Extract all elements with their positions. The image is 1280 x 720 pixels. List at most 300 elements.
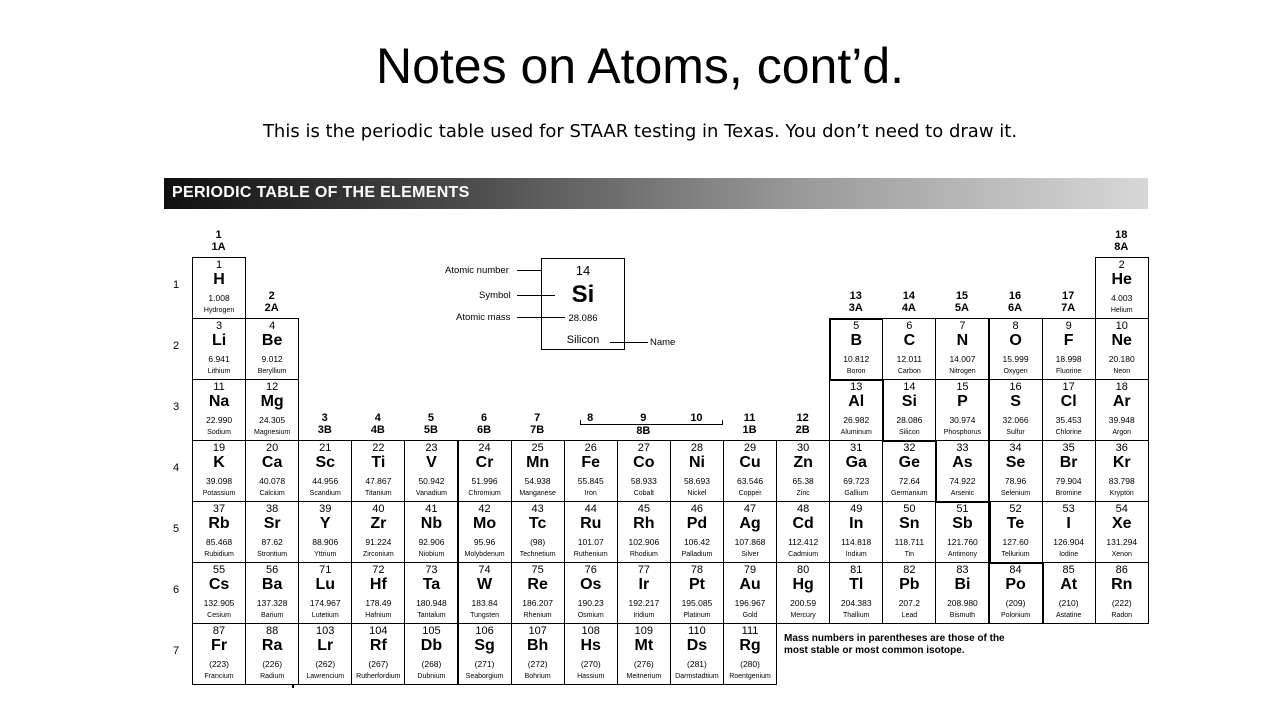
element-symbol: Mt (634, 637, 654, 654)
element-number: 73 (425, 564, 438, 576)
element-name: Tin (904, 551, 915, 558)
element-mass: 106.42 (683, 537, 710, 547)
element-name: Sulfur (1006, 429, 1025, 436)
element-mass: (223) (209, 659, 229, 669)
element-cell (245, 623, 299, 685)
element-mass: 204.383 (840, 598, 872, 608)
element-cell (458, 562, 512, 624)
element-cell (511, 623, 565, 685)
element-number: 9 (1065, 320, 1072, 332)
group-header (298, 412, 351, 436)
element-cell (404, 440, 458, 502)
element-mass: (271) (474, 659, 495, 669)
element-name: Oxygen (1003, 368, 1028, 375)
element-name: Cobalt (633, 490, 654, 497)
element-number: 79 (743, 564, 757, 576)
slide-title: Notes on Atoms, cont’d. (375, 38, 905, 94)
element-symbol: K (213, 454, 225, 471)
element-cell (1042, 379, 1096, 441)
element-mass: 114.818 (841, 537, 872, 547)
element-cell (404, 623, 458, 685)
element-number: 5 (853, 320, 860, 332)
group-number: 16 (1008, 290, 1022, 302)
element-name: Yttrium (314, 551, 337, 558)
element-mass: 44.956 (312, 476, 339, 486)
element-symbol: W (476, 576, 493, 593)
metalloid-staircase-line (829, 318, 882, 320)
element-number: 17 (1062, 381, 1075, 393)
element-symbol: Ne (1111, 332, 1132, 349)
period-number: 7 (172, 645, 180, 657)
group-header (351, 412, 404, 436)
element-symbol: Fr (211, 637, 228, 654)
element-symbol: He (1111, 271, 1132, 288)
element-name: Radon (1111, 612, 1133, 619)
group-number: 6 (480, 412, 488, 424)
element-number: 13 (850, 381, 863, 393)
element-name: Tantalum (417, 612, 446, 619)
element-number: 26 (584, 442, 597, 454)
element-name: Darmstadtium (675, 673, 719, 680)
element-name: Palladium (681, 551, 713, 558)
period-number: 4 (172, 462, 180, 474)
element-number: 24 (478, 442, 491, 454)
element-number: 111 (741, 625, 759, 637)
element-mass: (262) (315, 659, 336, 669)
element-number: 40 (372, 503, 385, 515)
group-label: 6B (477, 424, 492, 436)
element-mass: 15.999 (1002, 354, 1029, 364)
element-name: Beryllium (257, 368, 287, 375)
element-mass: 79.904 (1055, 476, 1082, 486)
group-label: 5B (423, 424, 438, 436)
element-number: 81 (850, 564, 863, 576)
element-name: Hafnium (365, 612, 392, 619)
element-symbol: Hg (792, 576, 814, 593)
group-header (989, 290, 1042, 314)
element-mass: (210) (1058, 598, 1079, 608)
element-symbol: Bi (954, 576, 971, 593)
element-mass: 87.62 (261, 537, 283, 547)
element-cell (1095, 562, 1149, 624)
group-number: 5 (427, 412, 434, 424)
element-name: Boron (846, 368, 866, 375)
element-symbol: Te (1006, 515, 1025, 532)
element-cell (351, 623, 405, 685)
element-mass: (268) (421, 659, 442, 669)
element-symbol: Os (580, 576, 602, 593)
element-cell (989, 318, 1043, 380)
element-number: 30 (797, 442, 810, 454)
element-mass: 131.294 (1106, 537, 1138, 547)
element-number: 18 (1115, 381, 1128, 393)
element-symbol: Ba (261, 576, 283, 593)
element-number: 16 (1009, 381, 1022, 393)
element-mass: 9.012 (261, 354, 283, 364)
element-symbol: Sc (315, 454, 336, 471)
element-mass: 58.693 (683, 476, 710, 486)
element-cell (617, 440, 671, 502)
metalloid-staircase-line (829, 318, 831, 379)
element-name: Fluorine (1055, 368, 1082, 375)
element-mass: 65.38 (792, 476, 814, 486)
element-mass: 180.948 (416, 598, 447, 608)
element-cell (989, 562, 1043, 624)
element-name: Antimony (947, 551, 978, 558)
element-cell (776, 501, 830, 563)
element-cell (192, 623, 246, 685)
element-number: 6 (906, 320, 913, 332)
element-mass: 85.468 (206, 537, 233, 547)
element-symbol: Pb (899, 576, 920, 593)
element-number: 86 (1115, 564, 1128, 576)
element-number: 39 (319, 503, 332, 515)
element-mass: 174.967 (309, 598, 341, 608)
element-symbol: Co (633, 454, 655, 471)
element-number: 1 (215, 259, 223, 271)
metalloid-staircase-line (935, 440, 937, 501)
element-cell (351, 562, 405, 624)
element-cell (192, 257, 246, 319)
element-cell (564, 440, 618, 502)
element-cell (935, 318, 989, 380)
element-cell (245, 379, 299, 441)
group-header (776, 412, 829, 436)
element-number: 48 (797, 503, 810, 515)
element-name: Osmium (577, 612, 604, 619)
element-cell (1042, 501, 1096, 563)
element-number: 11 (213, 381, 225, 393)
element-cell (1095, 318, 1149, 380)
element-name: Francium (204, 673, 234, 680)
element-name: Roentgenium (729, 673, 771, 680)
element-number: 41 (425, 503, 438, 515)
element-cell (298, 501, 352, 563)
element-number: 22 (372, 442, 385, 454)
element-symbol: At (1060, 576, 1078, 593)
group-number: 4 (374, 412, 381, 424)
element-mass: 200.59 (790, 598, 817, 608)
element-cell (617, 501, 671, 563)
element-cell (1042, 440, 1096, 502)
banner-title: PERIODIC TABLE OF THE ELEMENTS (172, 184, 470, 201)
group-header (723, 412, 776, 436)
element-name: Selenium (1000, 490, 1031, 497)
element-number: 104 (369, 625, 388, 637)
element-number: 32 (903, 442, 916, 454)
element-mass: 207.2 (898, 598, 920, 608)
element-mass: 196.967 (734, 598, 766, 608)
element-cell (670, 562, 724, 624)
element-cell (670, 501, 724, 563)
element-number: 34 (1009, 442, 1022, 454)
element-cell (829, 501, 883, 563)
element-number: 106 (475, 625, 494, 637)
element-cell (1095, 501, 1149, 563)
element-cell (192, 501, 246, 563)
element-cell (351, 440, 405, 502)
element-mass: 35.453 (1055, 415, 1082, 425)
element-mass: 50.942 (418, 476, 445, 486)
element-mass: 18.998 (1055, 354, 1082, 364)
element-mass: 39.948 (1108, 415, 1135, 425)
element-mass: 26.982 (843, 415, 870, 425)
element-mass: (272) (527, 659, 548, 669)
element-mass: 118.711 (894, 537, 925, 547)
element-symbol: Nb (420, 515, 443, 532)
legend-example-mass: 28.086 (568, 313, 598, 324)
element-number: 15 (956, 381, 969, 393)
element-cell (192, 318, 246, 380)
element-name: Iridium (633, 612, 655, 619)
element-mass: 55.845 (577, 476, 604, 486)
group-label: 6A (1008, 302, 1023, 314)
element-symbol: Al (848, 393, 865, 410)
element-number: 83 (956, 564, 969, 576)
element-cell (670, 623, 724, 685)
element-symbol: Pt (688, 576, 705, 593)
element-number: 87 (212, 625, 226, 637)
element-mass: 121.760 (947, 537, 978, 547)
element-symbol: Zn (793, 454, 813, 471)
element-cell (617, 562, 671, 624)
element-symbol: Kr (1112, 454, 1131, 471)
element-symbol: Li (211, 332, 227, 349)
element-mass: 186.207 (522, 598, 553, 608)
element-cell (723, 562, 777, 624)
element-mass: 54.938 (524, 476, 551, 486)
element-number: 72 (372, 564, 385, 576)
element-number: 28 (690, 442, 704, 454)
element-symbol: Cd (792, 515, 814, 532)
element-name: Hydrogen (203, 307, 235, 314)
element-number: 78 (690, 564, 704, 576)
element-symbol: Rg (739, 637, 761, 654)
element-mass: 137.328 (256, 598, 288, 608)
element-cell (511, 562, 565, 624)
element-mass: 127.60 (1002, 537, 1029, 547)
element-cell (458, 440, 512, 502)
element-name: Helium (1110, 307, 1133, 314)
element-cell (1042, 318, 1096, 380)
element-cell (935, 379, 989, 441)
element-cell (776, 440, 830, 502)
element-name: Cesium (207, 612, 231, 619)
group-label: 3A (848, 302, 863, 314)
element-number: 2 (1118, 259, 1125, 271)
element-mass: 95.96 (473, 537, 496, 547)
legend-line (610, 342, 648, 343)
element-number: 75 (531, 564, 544, 576)
element-symbol: Ca (261, 454, 283, 471)
group-number: 15 (955, 290, 969, 302)
element-name: Cadmium (788, 551, 819, 558)
element-number: 35 (1062, 442, 1075, 454)
element-mass: (276) (633, 659, 654, 669)
group-number: 3 (321, 412, 328, 424)
group-header (935, 290, 988, 314)
element-mass: 39.098 (206, 476, 233, 486)
element-mass: (226) (262, 659, 283, 669)
element-number: 27 (637, 442, 650, 454)
element-mass: 1.008 (208, 293, 230, 303)
element-mass: 183.84 (471, 598, 498, 608)
element-cell (298, 440, 352, 502)
legend-example-name: Silicon (566, 334, 600, 346)
legend-example-number: 14 (575, 263, 591, 278)
element-name: Mercury (790, 612, 816, 619)
element-number: 76 (584, 564, 597, 576)
group-label: 4B (370, 424, 385, 436)
group-number: 2 (268, 290, 275, 302)
element-name: Argon (1112, 429, 1132, 436)
element-symbol: Cl (1060, 393, 1077, 410)
element-symbol: Lr (317, 637, 334, 654)
element-cell (511, 501, 565, 563)
element-symbol: Hf (369, 576, 387, 593)
element-number: 55 (212, 564, 226, 576)
element-cell (989, 501, 1043, 563)
element-number: 107 (528, 625, 547, 637)
element-symbol: Hs (580, 637, 601, 654)
element-symbol: Be (261, 332, 283, 349)
element-symbol: Ge (898, 454, 921, 471)
element-mass: 24.305 (259, 415, 286, 425)
element-cell (564, 501, 618, 563)
element-mass: 4.003 (1111, 293, 1133, 303)
element-symbol: Mn (526, 454, 550, 471)
group-8b-number: 9 (640, 412, 647, 424)
group-header (458, 412, 511, 436)
element-cell (882, 501, 936, 563)
element-cell (935, 440, 989, 502)
element-cell (829, 318, 883, 380)
element-mass: 126.904 (1053, 537, 1084, 547)
element-number: 31 (850, 442, 863, 454)
element-mass: 190.23 (577, 598, 604, 608)
element-mass: 28.086 (896, 415, 923, 425)
element-number: 51 (956, 503, 969, 515)
element-mass: 112.412 (788, 537, 819, 547)
legend-symbol-label: Symbol (479, 290, 511, 301)
element-mass: 51.996 (471, 476, 498, 486)
element-cell (935, 501, 989, 563)
element-name: Bismuth (949, 612, 976, 619)
element-name: Vanadium (415, 490, 447, 497)
period-number: 6 (172, 584, 180, 596)
element-mass: 83.798 (1108, 476, 1135, 486)
element-symbol: In (849, 515, 864, 532)
element-number: 49 (850, 503, 863, 515)
group-header (404, 412, 457, 436)
element-mass: 178.49 (365, 598, 392, 608)
element-symbol: I (1066, 515, 1071, 532)
element-symbol: Cu (739, 454, 761, 471)
element-name: Astatine (1055, 612, 1082, 619)
element-cell (458, 623, 512, 685)
element-mass: (98) (530, 537, 546, 547)
period-number: 1 (172, 279, 180, 291)
element-cell (617, 623, 671, 685)
element-cell (882, 440, 936, 502)
element-cell (511, 440, 565, 502)
element-mass: 20.180 (1108, 354, 1135, 364)
element-symbol: Sn (899, 515, 920, 532)
element-name: Nitrogen (949, 368, 976, 375)
element-number: 47 (743, 503, 757, 515)
element-symbol: Ga (845, 454, 867, 471)
element-mass: 102.906 (628, 537, 660, 547)
element-symbol: N (956, 332, 969, 349)
element-cell (245, 562, 299, 624)
element-cell (829, 562, 883, 624)
element-cell (192, 379, 246, 441)
element-mass: 78.96 (1004, 476, 1027, 486)
element-number: 105 (422, 625, 441, 637)
group-label: 8A (1114, 241, 1129, 253)
element-number: 12 (266, 381, 279, 393)
element-mass: 69.723 (843, 476, 870, 486)
legend-line (517, 270, 541, 271)
element-name: Ruthenium (573, 551, 608, 558)
element-name: Sodium (207, 429, 231, 436)
element-cell (989, 379, 1043, 441)
element-symbol: Ag (739, 515, 761, 532)
element-name: Chlorine (1055, 429, 1082, 436)
element-number: 82 (903, 564, 916, 576)
element-mass: 22.990 (206, 415, 233, 425)
group-label: 5A (954, 302, 969, 314)
element-name: Lutetium (311, 612, 339, 619)
element-mass: 6.941 (208, 354, 230, 364)
element-name: Dubnium (417, 673, 446, 680)
element-symbol: Rf (369, 637, 387, 654)
element-number: 21 (319, 442, 332, 454)
element-mass: 88.906 (312, 537, 339, 547)
element-name: Tungsten (470, 612, 500, 619)
element-mass: (270) (580, 659, 601, 669)
group-number: 12 (796, 412, 809, 424)
element-name: Zirconium (362, 551, 394, 558)
element-number: 44 (584, 503, 597, 515)
element-symbol: Ds (686, 637, 708, 654)
element-name: Neon (1113, 368, 1131, 375)
element-symbol: Db (420, 637, 443, 654)
element-symbol: Xe (1111, 515, 1132, 532)
element-mass: (209) (1005, 598, 1026, 608)
element-symbol: Mo (472, 515, 497, 532)
element-name: Strontium (257, 551, 288, 558)
element-number: 45 (637, 503, 650, 515)
element-name: Silver (741, 551, 759, 558)
element-number: 29 (743, 442, 757, 454)
element-name: Manganese (519, 490, 556, 497)
element-number: 23 (425, 442, 438, 454)
element-symbol: Au (739, 576, 761, 593)
element-number: 80 (797, 564, 810, 576)
element-symbol: S (1010, 393, 1021, 410)
element-name: Barium (261, 612, 284, 619)
group-header (245, 290, 298, 314)
element-number: 54 (1115, 503, 1128, 515)
element-symbol: H (213, 271, 225, 288)
element-name: Lead (901, 612, 918, 619)
element-number: 43 (531, 503, 544, 515)
element-symbol: Ra (261, 637, 283, 654)
element-number: 74 (478, 564, 491, 576)
element-mass: 63.546 (737, 476, 764, 486)
element-mass: (281) (687, 659, 707, 669)
